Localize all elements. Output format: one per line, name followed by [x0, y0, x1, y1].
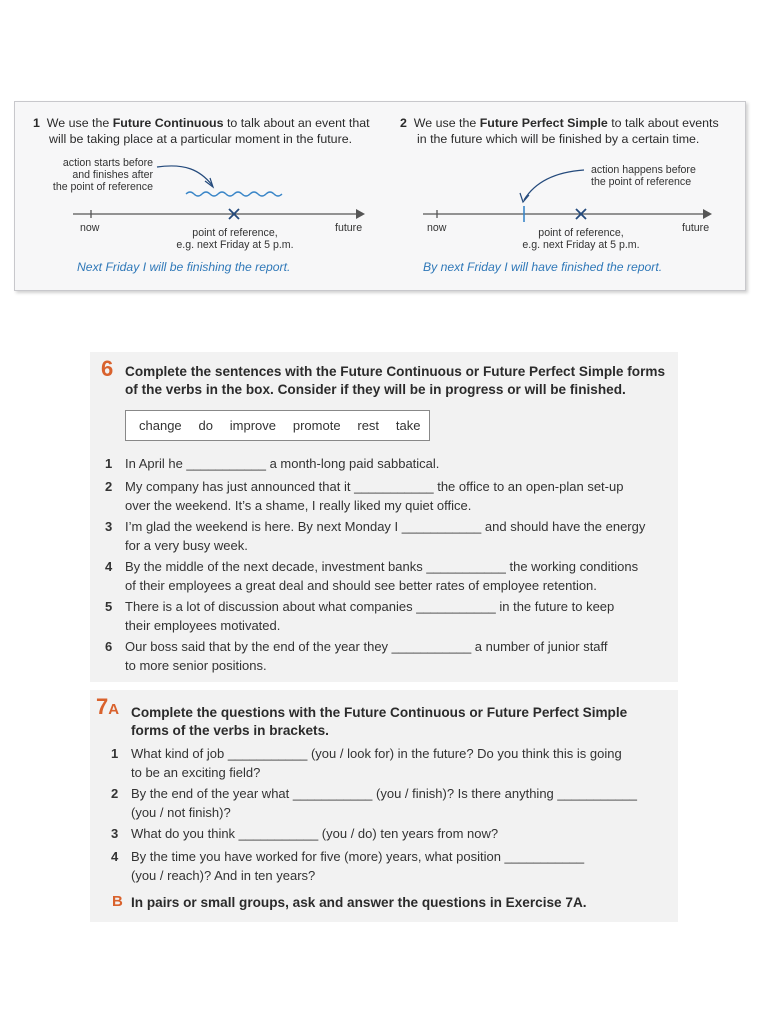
- item-number: 3: [105, 519, 113, 534]
- annotation-line: and finishes after: [72, 169, 153, 181]
- item-line: (you / reach)? And in ten years?: [131, 868, 316, 883]
- item-number: 4: [105, 559, 113, 574]
- rule-text: We use the: [46, 116, 113, 130]
- item-line: (you / not finish)?: [131, 805, 231, 820]
- exercise-item: [111, 744, 671, 782]
- item-line: I’m glad the weekend is here. By next Monday I ___________ and should have the energy: [125, 519, 646, 534]
- rule-number: 1: [33, 116, 40, 130]
- verb-list: change do improve promote rest take: [139, 418, 421, 433]
- rule-text: to talk about an event that: [223, 116, 370, 130]
- exercise-number: [96, 694, 119, 720]
- item-number: 5: [105, 599, 113, 614]
- exercise-item: [105, 637, 675, 675]
- annotation-arrow: [157, 166, 212, 185]
- item-line: What do you think ___________ (you / do) ten years from now?: [131, 826, 499, 841]
- rule-text: in the future which will be finished by a certain time.: [417, 132, 700, 146]
- exercise-7b-instruction: In pairs or small groups, ask and answer the questions in Exercise 7A.: [131, 895, 587, 910]
- instruction-line: Complete the questions with the Future Continuous or Future Perfect Simple: [131, 705, 628, 720]
- item-number: 6: [105, 639, 113, 654]
- reference-label: [506, 227, 656, 251]
- item-line: By the middle of the next decade, investment banks ___________ the working conditions: [125, 559, 639, 574]
- future-label: future: [335, 222, 363, 234]
- example-sentence: By next Friday I will have finished the report.: [423, 260, 663, 274]
- item-number: 1: [111, 746, 119, 761]
- rule-text: to talk about events: [607, 116, 719, 130]
- item-number: 4: [111, 849, 119, 864]
- exercise-item: [105, 557, 675, 595]
- item-number: 3: [111, 826, 119, 841]
- exercise-part-letter: B: [112, 893, 123, 910]
- item-line: to more senior positions.: [125, 658, 267, 673]
- item-line: My company has just announced that it ___________ the office to an open-plan set-up: [125, 479, 624, 494]
- exercise-number-digit: 7: [96, 694, 109, 719]
- exercise-item: [105, 597, 675, 635]
- timeline-annotation: [591, 164, 696, 188]
- now-label: now: [427, 222, 447, 234]
- item-number: 1: [105, 456, 113, 471]
- future-perfect-rule: [400, 115, 740, 147]
- exercise-number: 6: [101, 356, 114, 381]
- item-line: What kind of job ___________ (you / look for) in the future? Do you think this is going: [131, 746, 622, 761]
- exercise-item: [111, 824, 671, 843]
- tense-name: Future Continuous: [112, 116, 224, 130]
- item-line: to be an exciting field?: [131, 765, 261, 780]
- item-line: for a very busy week.: [125, 538, 248, 553]
- exercise-part-letter: A: [108, 701, 120, 718]
- timeline-arrowhead: [703, 209, 712, 219]
- annotation-line: action happens before: [591, 164, 696, 176]
- rule-text: will be taking place at a particular moment in the future.: [49, 132, 353, 146]
- rule-text: We use the: [413, 116, 480, 130]
- annotation-line: the point of reference: [52, 181, 153, 193]
- item-number: 2: [111, 786, 119, 801]
- item-line: Our boss said that by the end of the year they ___________ a number of junior staff: [125, 639, 608, 654]
- exercise-item: [105, 517, 675, 555]
- item-line: There is a lot of discussion about what companies ___________ in the future to keep: [125, 599, 615, 614]
- timeline-arrowhead: [356, 209, 365, 219]
- rule-number: 2: [400, 116, 407, 130]
- item-line: In April he ___________ a month-long paid sabbatical.: [125, 456, 440, 471]
- reference-line: e.g. next Friday at 5 p.m.: [522, 239, 640, 251]
- item-line: over the weekend. It’s a shame, I really liked my quiet office.: [125, 498, 472, 513]
- reference-line: point of reference,: [192, 227, 278, 239]
- now-label: now: [80, 222, 100, 234]
- reference-label: [160, 227, 310, 251]
- exercise-item: [111, 784, 671, 822]
- exercise-item: [105, 477, 675, 515]
- annotation-line: action starts before: [62, 157, 153, 169]
- reference-line: point of reference,: [538, 227, 624, 239]
- item-line: By the time you have worked for five (more) years, what position ___________: [131, 849, 585, 864]
- item-line: By the end of the year what ___________ (you / finish)? Is there anything ___________: [131, 786, 637, 801]
- annotation-arrow: [524, 170, 584, 200]
- item-line: of their employees a great deal and should see better rates of employee retention.: [125, 578, 597, 593]
- exercise-item: [105, 454, 675, 473]
- future-label: future: [682, 222, 710, 234]
- instruction-line: Complete the sentences with the Future Continuous or Future Perfect Simple forms: [125, 364, 666, 379]
- exercise-7a-instruction: [131, 704, 671, 740]
- tense-name: Future Perfect Simple: [479, 116, 608, 130]
- wavy-action-line: [186, 192, 282, 196]
- exercise-item: [111, 847, 671, 885]
- annotation-line: the point of reference: [591, 176, 692, 188]
- item-number: 2: [105, 479, 113, 494]
- instruction-line: forms of the verbs in brackets.: [131, 723, 329, 738]
- verb-word-box: [125, 410, 430, 441]
- instruction-line: of the verbs in the box. Consider if they will be in progress or will be finished.: [125, 382, 626, 397]
- example-sentence: Next Friday I will be finishing the report.: [77, 260, 291, 274]
- exercise-6-instruction: [125, 363, 675, 399]
- item-line: their employees motivated.: [125, 618, 281, 633]
- reference-line: e.g. next Friday at 5 p.m.: [176, 239, 294, 251]
- future-continuous-timeline: [0, 0, 768, 300]
